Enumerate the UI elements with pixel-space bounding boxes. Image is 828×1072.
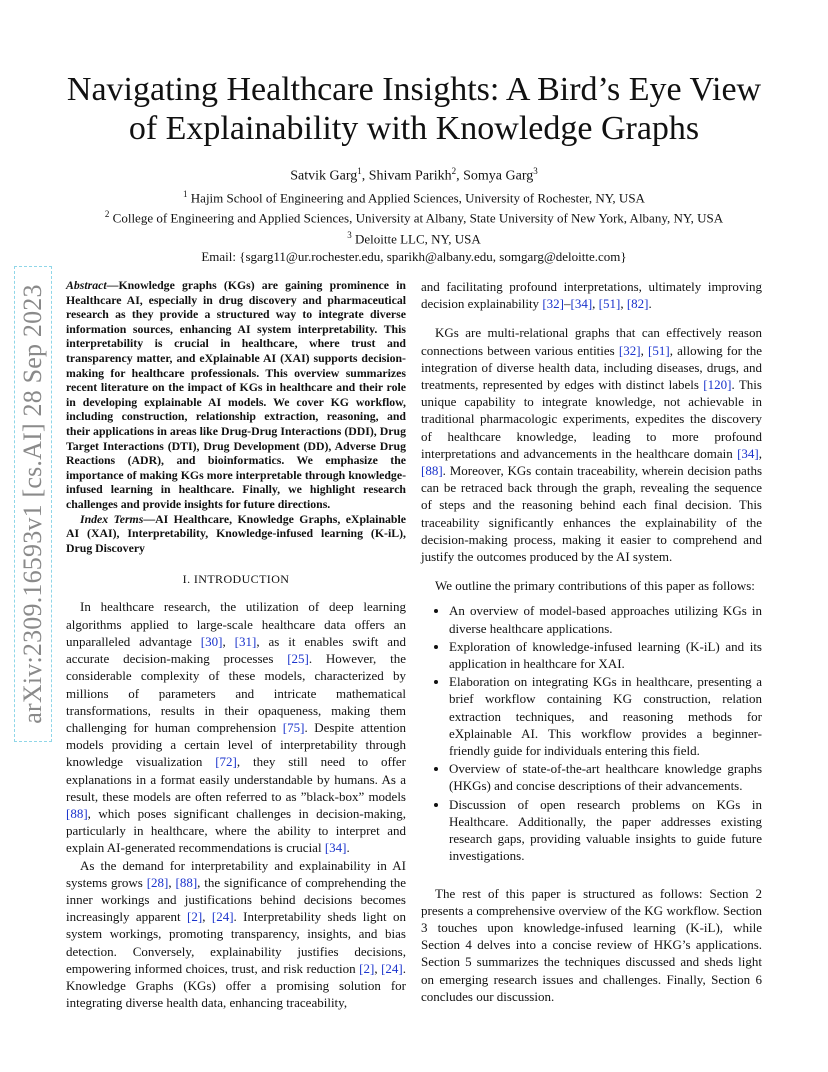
text-run: , the significance of comprehending the inner workings and justifications behind decisions becomes increasingly apparent [66,874,407,925]
abstract-label: Abstract [66,278,107,292]
text-run: , as it enables swift and accurate decision-making processes [66,633,407,667]
contribution-item: • Discussion of open research problems on KGs in Healthcare. Additionally, the paper addresses existing research gaps, providing valuable insights to guide future investigations. [449,796,762,865]
citation-link[interactable]: [2] [187,909,203,925]
citation-link[interactable]: [2] [359,960,375,976]
text-run: , [222,633,235,649]
text-run: . Interpretability sheds light on system workings, promoting transparency, insights, and bias detection. Conversely, explainability justifies decisions, empowering informed choices, trust, and risk reduction [66,909,406,976]
author-name: Satvik Garg [290,168,358,184]
citation-link[interactable]: [72] [215,754,237,770]
affiliation-text: Hajim School of Engineering and Applied Sciences, University of Rochester, NY, USA [187,189,645,205]
author-affiliation-mark: 2 [451,166,457,176]
citation-link[interactable]: [32] [542,296,564,312]
citation-link[interactable]: [24] [381,960,403,976]
abstract [66,278,406,512]
arxiv-identifier [14,266,52,742]
citation-link[interactable]: [120] [703,377,732,393]
citation-link[interactable]: [75] [282,719,305,735]
affiliation-text: Deloitte LLC, NY, USA [351,231,481,247]
contributions-list [421,602,762,864]
author-list: Satvik Garg$^1$, Shivam Parikh$^2$, Somya Garg$^3$ [290,166,538,184]
citation-link[interactable]: [51] [598,296,621,312]
right-paragraph-2 [421,324,762,565]
citation-link[interactable]: [34] [570,296,593,312]
affiliation [60,227,768,248]
citation-link[interactable]: [82] [626,296,649,312]
citation-link[interactable]: [34] [737,445,759,461]
author-block [60,162,768,266]
text-run: KGs are multi-relational graphs that can effectively reason connections between various entities [421,325,762,358]
author-name: Shivam Parikh [368,168,452,184]
text-run: . [346,840,350,856]
right-column [421,278,762,1005]
affiliation [60,186,768,207]
left-column [66,278,406,1011]
text-run: – [563,296,571,312]
citation-link[interactable]: [28] [146,874,169,890]
arxiv-identifier-text: arXiv:2309.16593v1 [cs.AI] 28 Sep 2023 [18,284,47,724]
author-affiliation-mark: 3 [533,166,538,176]
affiliation [60,206,768,227]
email-line: Email: {sgarg11@ur.rochester.edu, sparikh@albany.edu, somgarg@deloitte.com} [201,249,627,265]
intro-paragraph-2 [66,857,406,1012]
citation-link[interactable]: [88] [421,463,443,479]
text-run: . Knowledge Graphs (KGs) offer a promising solution for integrating diverse health data, enhancing traceability, [66,960,407,1011]
text-run: As the demand for interpretability and explainability in AI systems grows [66,857,406,890]
affiliation-mark: 2 [104,209,110,220]
section-heading-introduction: I. INTRODUCTION [182,572,290,587]
text-run: . [648,296,652,312]
author-affiliation-mark: 1 [357,166,362,176]
contribution-item: • An overview of model-based approaches utilizing KGs in diverse healthcare applications. [449,602,762,636]
author-name: Somya Garg [463,168,534,184]
text-run: , [640,342,649,358]
text-run: , [374,960,382,976]
text-run: . This unique capability to integrate knowledge, not achievable in traditional pharmacologic experiments, expedites the discovery of healthcare knowledge, leading to more profound interpretations and advancements in the healthcare domain [421,377,762,461]
citation-link[interactable]: [25] [287,651,309,667]
abstract-text: —Knowledge graphs (KGs) are gaining prominence in Healthcare AI, especially in drug discovery and pharmaceutical research as they provide a structured way to integrate diverse information sources, enhancing AI system interpretability. This interpretability is crucial in healthcare, where trust and transparency matter, and eXplainable AI (XAI) supports decision-making for healthcare professionals. This overview summarizes recent literature on the impact of KGs in healthcare and their role in developing explainable AI models. We cover KG workflow, including construction, relationship extraction, reasoning, and their applications in areas like Drug-Drug Interactions (DDI), Drug Target Interactions (DTI), Drug Development (DD), Adverse Drug Reactions (ADR), and bioinformatics. We emphasize the importance of making KGs more interpretable through knowledge-infused learning in healthcare. Finally, we highlight research challenges and provide insights for future directions. [66,278,406,511]
text-run: , [202,909,212,925]
contribution-item: • Exploration of knowledge-infused learning (K-iL) and its application in healthcare for XAI. [449,638,762,672]
citation-link[interactable]: [88] [66,805,88,821]
contribution-item: • Overview of state-of-the-art healthcare knowledge graphs (HKGs) and concise descriptions of their advancements. [449,760,762,794]
citation-link[interactable]: [51] [648,342,670,358]
text-run: , [620,296,627,312]
text-run: . Moreover, KGs contain traceability, wherein decision paths can be retraced back through the graph, revealing the sequence of steps and the reasoning behind each final decision. This traceability significantly enhances the explainability of the decision-making process, making it easier to comprehend and justify the outcomes produced by the AI system. [421,463,762,565]
affiliation-mark: 3 [347,230,352,241]
text-run: , [592,296,599,312]
index-terms [66,512,406,556]
text-run: , [168,874,176,890]
citation-link[interactable]: [24] [211,909,234,925]
index-terms-label: Index Terms [80,511,144,526]
intro-paragraph-1 [66,598,406,856]
citation-link[interactable]: [88] [175,874,198,890]
citation-link[interactable]: [31] [234,633,257,649]
paper-structure-paragraph: The rest of this paper is structured as follows: Section 2 presents a comprehensive overview of the KG workflow. Section 3 touches upon knowledge-infused learning (K-iL), while Section 4 delves into a concise review of HKG’s applications. Section 5 summarizes the techniques discussed and sheds light on emerging research issues and challenges. Finally, Section 6 concludes our discussion. [421,885,762,1004]
text-run: , which poses significant challenges in decision-making, particularly in healthcare, where the ability to interpret and explain AI-generated recommendations is crucial [66,805,406,856]
text-run: . Despite attention models providing a certain level of interpretability through knowledge visualization [66,719,407,770]
title-line-1: Navigating Healthcare Insights: A Bird’s Eye View [66,71,762,108]
citation-link[interactable]: [30] [200,633,223,649]
text-run: In healthcare research, the utilization of deep learning algorithms applied to large-scale healthcare data offers an unparalleled advantage [66,599,406,649]
affiliation-mark: 1 [183,188,188,199]
contribution-item: • Elaboration on integrating KGs in healthcare, presenting a brief workflow containing KG construction, relation extraction techniques, and reasoning methods for eXplainable AI. This workflow provides a beginner-friendly guide for individuals entering this field. [449,673,762,759]
right-paragraph-1 [421,278,762,312]
text-run: , allowing for the integration of diverse health data, including diseases, drugs, and treatments, represented by edges with distinct labels [421,342,762,393]
paper-title [60,70,768,148]
index-terms-text: —AI Healthcare, Knowledge Graphs, eXplainable AI (XAI), Interpretability, Knowledge-infused learning (K-iL), Drug Discovery [66,511,406,555]
citation-link[interactable]: [32] [618,342,641,358]
affiliation-text: College of Engineering and Applied Sciences, University at Albany, State University of New York, Albany, NY, USA [109,210,724,226]
text-run: , they still need to offer explanations in a format easily understandable by humans. As a result, these models are often referred to as ”black-box” models [66,754,407,804]
citation-link[interactable]: [34] [324,840,347,856]
text-run: , [758,445,762,461]
text-run: . However, the considerable complexity of these models, characterized by millions of parameters and intricate mathematical transformations, results in their opaqueness, making them challenging for human comprehension [66,651,406,735]
affiliation-list [60,186,768,248]
text-run: and facilitating profound interpretations, ultimately improving decision explainability [421,279,762,312]
contributions-intro: We outline the primary contributions of this paper as follows: [435,578,755,594]
title-line-2: of Explainability with Knowledge Graphs [128,110,700,147]
